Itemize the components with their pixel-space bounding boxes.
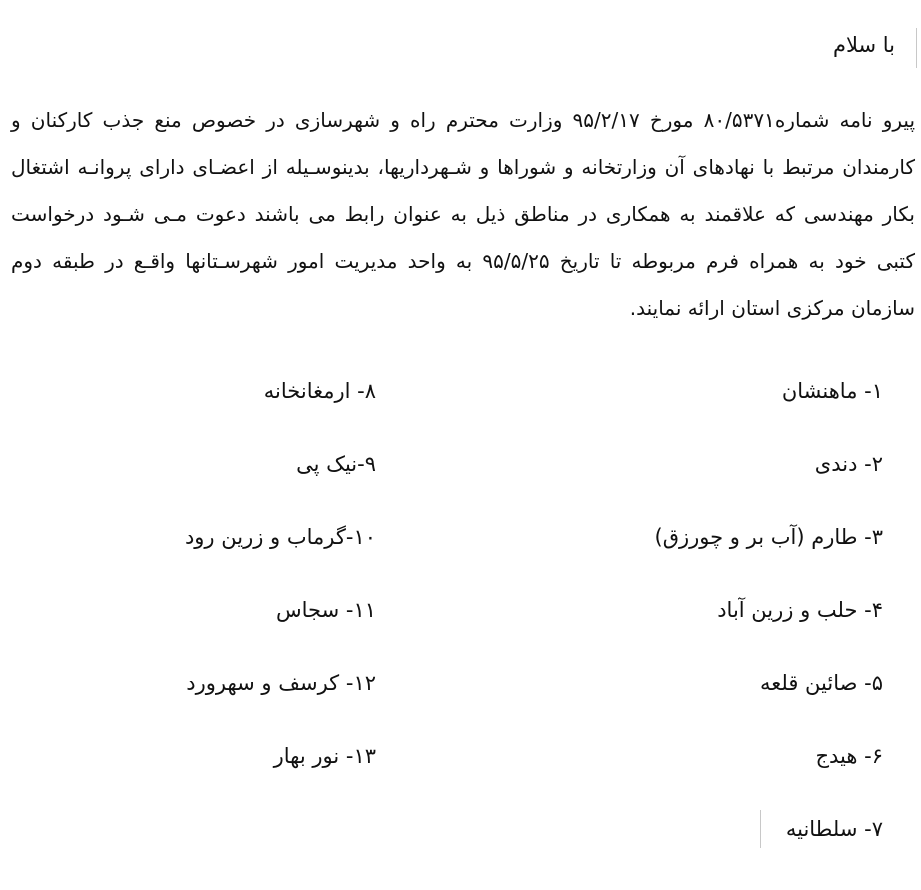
regions-list-right: [553, 376, 883, 887]
list-item: ۱- ماهنشان: [781, 379, 883, 403]
list-item: ۷- سلطانیه: [785, 817, 883, 841]
list-item: ۵- صائین قلعه: [760, 671, 883, 695]
list-item: ۳- طارم (آب بر و چورزق): [654, 525, 883, 549]
list-item: ۱۱- سجاس: [276, 598, 376, 622]
list-item: ۶- هیدج: [815, 744, 883, 768]
greeting: با سلام: [832, 33, 895, 57]
regions-list-left: [46, 376, 376, 814]
list-item: ۱۲- کرسف و سهرورد: [186, 671, 376, 695]
list-item: ۸- ارمغانخانه: [263, 379, 376, 403]
body-paragraph: پیرو نامه شماره۸۰/۵۳۷۱ مورخ ۹۵/۲/۱۷ وزارت محترم راه و شهرسازی در خصوص منع جذب کارکنان و کارمندان مرتبط با نهادهای آن وزارتخانه و شوراها و شـهرداریها، بدینوسـیله از اعضـای دارای پروانـه اشتغال بکار مهندسی که علاقمند به همکاری در مناطق ذیل به عنوان رابط می باشند دعوت مـی شـود درخواست کتبی خود به همراه فرم مربوطه تا تاریخ ۹۵/۵/۲۵ به واحد مدیریت امور شهرسـتانها واقـع در طبقه دوم سازمان مرکزی استان ارائه نمایند.: [11, 108, 916, 320]
list-item: ۱۰-گرماب و زرین رود: [184, 525, 376, 549]
margin-marker: [916, 28, 917, 68]
list-item: ۲- دندی: [814, 452, 883, 476]
list-item: ۴- حلب و زرین آباد: [717, 598, 883, 622]
list-item: ۹-نیک پی: [296, 452, 376, 476]
list-item: ۱۳- نور بهار: [273, 744, 376, 768]
text-cursor: [760, 810, 761, 848]
